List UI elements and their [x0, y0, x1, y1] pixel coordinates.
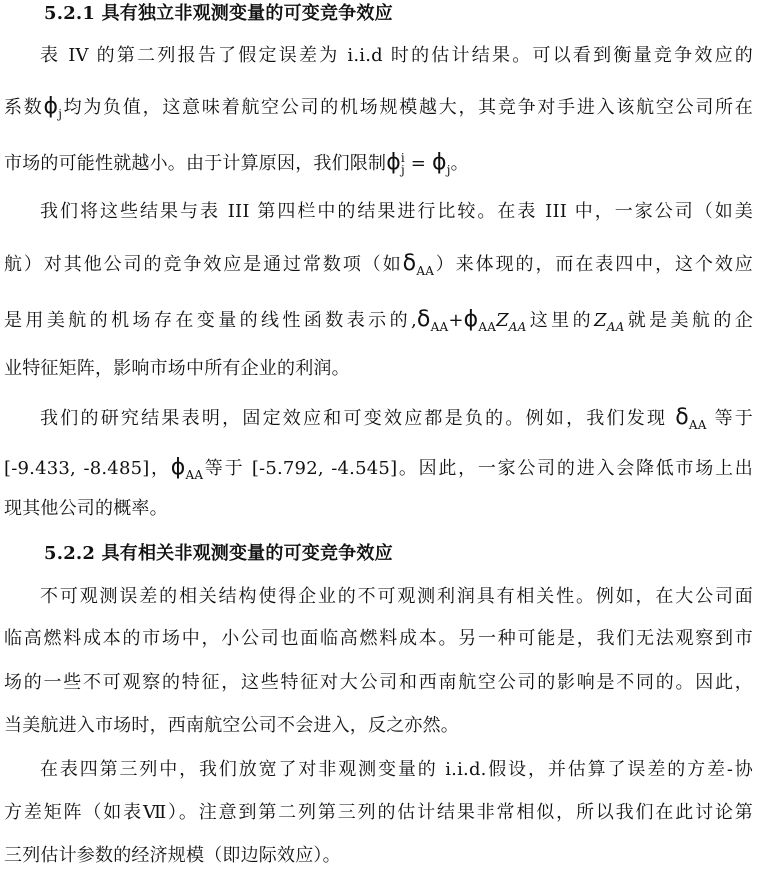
delta-symbol: δ: [675, 405, 689, 430]
paragraph-line: 航）对其他公司的竞争效应是通过常数项（如$\delta_{AA}$）来体现的，而在表四中，这个效应: [4, 251, 754, 278]
paragraph-line: 市场的可能性就越小。由于计算原因，我们限制$\phi^i_j = \phi_j$。: [4, 150, 469, 177]
delta-symbol: δ: [416, 307, 431, 332]
paragraph-line: 场的一些不可观察的特征，这些特征对大公司和西南航空公司的影响是不同的。因此，: [4, 672, 753, 693]
phi-symbol: ϕ: [463, 307, 479, 332]
phi-symbol: ϕ: [170, 455, 186, 480]
paragraph-line: 系数$\phi_j$均为负值，这意味着航空公司的机场规模越大，其竞争对手进入该航空公司所在: [4, 94, 753, 121]
paragraph-line: 表 IV 的第二列报告了假定误差为 i.i.d 时的估计结果。可以看到衡量竞争效应的: [40, 45, 753, 66]
section-heading-5-2-2: 5.2.2 具有相关非观测变量的可变竞争效应: [44, 543, 393, 564]
paragraph-line: 三列估计参数的经济规模（即边际效应）。: [4, 845, 341, 866]
paragraph-line: 我们将这些结果与表 III 第四栏中的结果进行比较。在表 III 中，一家公司（如美: [40, 201, 753, 222]
paragraph-line: 我们的研究结果表明，固定效应和可变效应都是负的。例如，我们发现 $\delta_{AA}$ 等于: [40, 405, 753, 432]
paragraph-line: 不可观测误差的相关结构使得企业的不可观测利润具有相关性。例如，在大公司面: [40, 586, 753, 607]
paragraph-line: 方差矩阵（如表Ⅶ）。注意到第二列第三列的估计结果非常相似，所以我们在此讨论第: [4, 802, 753, 823]
phi-symbol: ϕ: [386, 150, 401, 175]
phi-symbol: ϕ: [43, 94, 59, 119]
delta-symbol: δ: [402, 251, 417, 276]
paragraph-line: [-9.433, -8.485]，$\phi_{AA}$等于 [-5.792, -4.545]。因此，一家公司的进入会降低市场上出: [4, 455, 753, 482]
paragraph-line: 当美航进入市场时，西南航空公司不会进入，反之亦然。: [4, 715, 459, 736]
paragraph-line: 现其他公司的概率。: [4, 498, 168, 519]
paragraph-line: 临高燃料成本的市场中，小公司也面临高燃料成本。另一种可能是，我们无法观察到市: [4, 628, 753, 649]
paragraph-line: 业特征矩阵，影响市场中所有企业的利润。: [4, 358, 350, 379]
paragraph-line: 是用美航的机场存在变量的线性函数表示的$,\delta_{AA}+\phi_{AA}Z_{AA}$这里的$Z_{AA}$就是美航的企: [4, 307, 753, 334]
paragraph-line: 在表四第三列中，我们放宽了对非观测变量的 i.i.d.假设，并估算了误差的方差-协: [40, 759, 753, 780]
phi-symbol: ϕ: [432, 150, 447, 175]
section-heading-5-2-1: 5.2.1 具有独立非观测变量的可变竞争效应: [44, 3, 393, 24]
